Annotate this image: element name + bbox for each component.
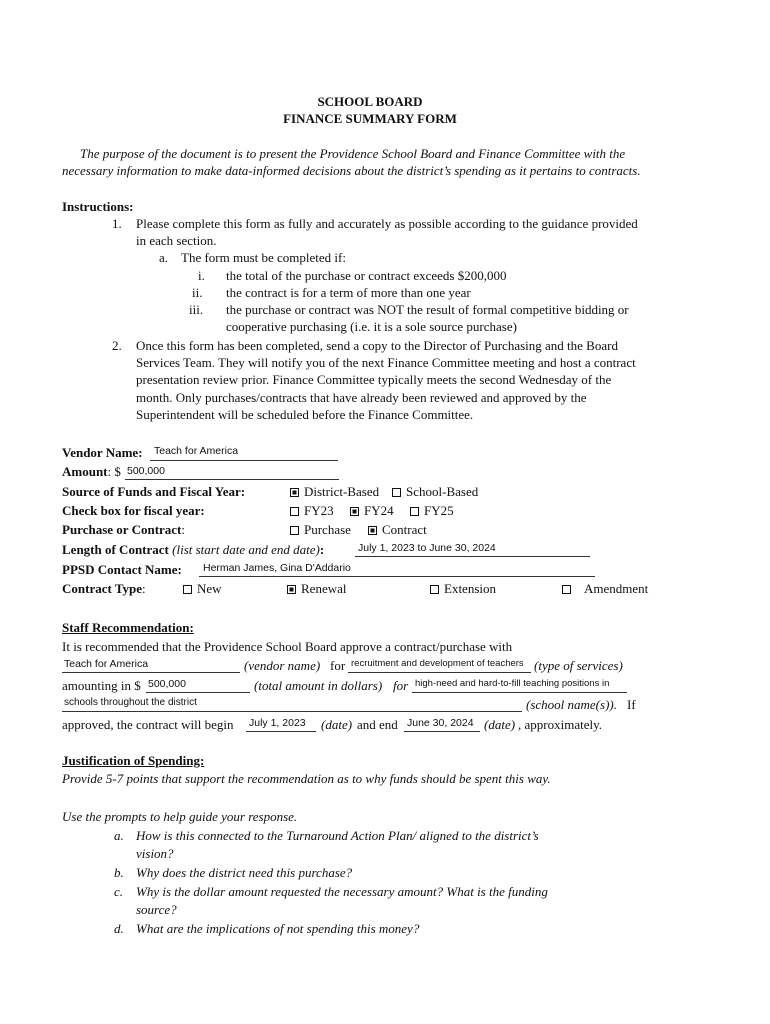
fiscal-year-label: Check box for fiscal year: (62, 503, 205, 518)
staff-amounting-prefix: amounting in $ (62, 678, 141, 693)
instruction-iii-line2: cooperative purchasing (i.e. it is a sole source purchase) (226, 319, 517, 334)
instruction-2-line3: presentation review prior. Finance Committee typically meets the second Wednesday of the (136, 372, 612, 387)
instruction-i-text: the total of the purchase or contract exceeds $200,000 (226, 268, 507, 283)
contract-option[interactable] (368, 522, 427, 538)
prompt-b-text: Why does the district need this purchase? (136, 865, 353, 880)
amount-field[interactable]: 500,000 (127, 465, 165, 477)
school-based-label: School-Based (406, 484, 479, 499)
fy25-checkbox[interactable] (410, 507, 419, 516)
contract-type-label: Contract Type (62, 581, 143, 596)
prompt-c-line2: source? (136, 902, 177, 917)
instruction-1a-letter: a. (159, 250, 169, 265)
instruction-ii-numeral: ii. (192, 285, 203, 300)
fy23-checkbox[interactable] (290, 507, 299, 516)
vendor-name-field[interactable]: Teach for America (154, 445, 239, 457)
length-of-contract-field[interactable]: July 1, 2023 to June 30, 2024 (358, 542, 496, 554)
fy24-option[interactable] (350, 503, 394, 519)
type-extension-label: Extension (444, 581, 496, 596)
prompt-c-line1: Why is the dollar amount requested the necessary amount? What is the funding (136, 884, 548, 899)
length-of-contract-underline (355, 556, 590, 557)
district-based-option[interactable] (290, 484, 379, 500)
instruction-1a-text: The form must be completed if: (181, 250, 346, 265)
staff-schools-field-line1[interactable]: high-need and hard-to-fill teaching positions in (415, 678, 610, 689)
staff-vendor-hint: (vendor name) (244, 658, 321, 673)
staff-approximately: , approximately. (518, 717, 602, 732)
ppsd-contact-field[interactable]: Herman James, Gina D'Addario (203, 562, 351, 574)
instruction-1-line2: in each section. (136, 233, 217, 248)
type-new-label: New (197, 581, 222, 596)
staff-service-hint: (type of services) (534, 658, 623, 673)
staff-approved-prefix: approved, the contract will begin (62, 717, 234, 732)
form-title-line2: FINANCE SUMMARY FORM (283, 111, 457, 126)
prompt-b-letter: b. (114, 865, 124, 880)
amount-colon-dollar: : $ (107, 464, 121, 479)
type-renewal-checkbox[interactable] (287, 585, 296, 594)
instructions-heading: Instructions: (62, 199, 134, 214)
instruction-2-line2: Services Team. They will notify you of the next Finance Committee meeting and host a contract (136, 355, 636, 370)
contract-checkbox[interactable] (368, 526, 377, 535)
type-extension-option[interactable] (430, 581, 496, 597)
vendor-name-underline (150, 460, 338, 461)
prompt-d-letter: d. (114, 921, 124, 936)
purchase-checkbox[interactable] (290, 526, 299, 535)
staff-schools-hint: (school name(s)). (526, 697, 617, 712)
justification-prompt-intro: Use the prompts to help guide your response. (62, 809, 298, 824)
contract-type-label-row (62, 581, 146, 597)
type-new-checkbox[interactable] (183, 585, 192, 594)
purchase-option[interactable] (290, 522, 351, 538)
instruction-i-numeral: i. (198, 268, 205, 283)
instruction-2-line5: Superintendent will be scheduled before the Finance Committee. (136, 407, 474, 422)
type-amendment-label: Amendment (584, 581, 649, 596)
staff-amount-hint: (total amount in dollars) (254, 678, 383, 693)
staff-begin-date-field[interactable]: July 1, 2023 (249, 717, 306, 729)
staff-amount-for: for (393, 678, 409, 693)
purpose-line1: The purpose of the document is to present the Providence School Board and Finance Committee with the (80, 146, 626, 161)
amount-underline (125, 479, 339, 480)
prompt-a-line1: How is this connected to the Turnaround Action Plan/ aligned to the district’s (136, 828, 539, 843)
length-of-contract-label-row (62, 542, 324, 558)
staff-begin-underline (246, 731, 316, 732)
staff-amount-field[interactable]: 500,000 (148, 678, 186, 690)
instruction-2-line4: month. Only purchases/contracts that have already been reviewed and approved by the (136, 390, 587, 405)
amount-label-row (62, 464, 121, 480)
form-title-line1: SCHOOL BOARD (317, 94, 423, 109)
fy23-label: FY23 (304, 503, 334, 518)
prompt-a-letter: a. (114, 828, 124, 843)
staff-recommendation-line1: It is recommended that the Providence School Board approve a contract/purchase with (62, 639, 513, 654)
staff-end-date-hint: (date) (484, 717, 516, 732)
staff-and-end: and end (357, 717, 398, 732)
staff-begin-date-hint: (date) (321, 717, 353, 732)
staff-end-date-field[interactable]: June 30, 2024 (407, 717, 474, 729)
purpose-line2: necessary information to make data-informed decisions about the district’s spending as it pertains to contracts. (62, 163, 641, 178)
ppsd-contact-label: PPSD Contact Name: (62, 562, 182, 577)
staff-amount-underline (146, 692, 250, 693)
purchase-contract-label: Purchase or Contract (62, 522, 182, 537)
prompt-c-letter: c. (114, 884, 124, 899)
staff-service-underline (348, 672, 531, 673)
staff-vendor-field[interactable]: Teach for America (64, 658, 149, 670)
staff-schools-underline-2 (62, 711, 522, 712)
staff-if-word: If (627, 697, 636, 712)
vendor-name-label: Vendor Name: (62, 445, 143, 460)
school-based-option[interactable] (392, 484, 478, 500)
instruction-1-number: 1. (112, 216, 122, 231)
instruction-ii-text: the contract is for a term of more than one year (226, 285, 471, 300)
fy25-label: FY25 (424, 503, 454, 518)
staff-service-field[interactable]: recruitment and development of teachers (351, 658, 524, 669)
instruction-2-number: 2. (112, 338, 122, 353)
type-amendment-option[interactable] (562, 581, 648, 597)
length-of-contract-colon: : (319, 542, 325, 557)
contract-type-colon: : (142, 581, 146, 596)
fy23-option[interactable] (290, 503, 334, 519)
length-of-contract-label: Length of Contract (62, 542, 169, 557)
staff-end-underline (404, 731, 480, 732)
purchase-contract-colon: : (181, 522, 186, 537)
instruction-iii-line1: the purchase or contract was NOT the result of formal competitive bidding or (226, 302, 629, 317)
school-based-checkbox[interactable] (392, 488, 401, 497)
purchase-label: Purchase (304, 522, 351, 537)
district-based-checkbox[interactable] (290, 488, 299, 497)
prompt-a-line2: vision? (136, 846, 174, 861)
staff-for-word: for (330, 658, 346, 673)
instruction-2-line1: Once this form has been completed, send a copy to the Director of Purchasing and the Board (136, 338, 618, 353)
justification-line1: Provide 5-7 points that support the recommendation as to why funds should be spent this way. (62, 771, 551, 786)
type-renewal-label: Renewal (301, 581, 347, 596)
type-renewal-option[interactable] (287, 581, 346, 597)
purchase-contract-label-row (62, 522, 185, 538)
source-of-funds-label: Source of Funds and Fiscal Year: (62, 484, 246, 499)
fy24-label: FY24 (364, 503, 394, 518)
ppsd-contact-underline (199, 576, 595, 577)
type-new-option[interactable] (183, 581, 222, 597)
type-extension-checkbox[interactable] (430, 585, 439, 594)
instruction-iii-numeral: iii. (189, 302, 204, 317)
length-of-contract-hint: (list start date and end date) (168, 542, 320, 557)
staff-vendor-underline (62, 672, 240, 673)
district-based-label: District-Based (304, 484, 380, 499)
staff-schools-underline-1 (412, 692, 627, 693)
contract-label: Contract (382, 522, 427, 537)
fy24-checkbox[interactable] (350, 507, 359, 516)
staff-recommendation-heading: Staff Recommendation: (62, 620, 194, 635)
prompt-d-text: What are the implications of not spending this money? (136, 921, 420, 936)
fy25-option[interactable] (410, 503, 454, 519)
type-amendment-checkbox[interactable] (562, 585, 571, 594)
instruction-1-line1: Please complete this form as fully and accurately as possible according to the guidance provided (136, 216, 638, 231)
amount-label: Amount (62, 464, 108, 479)
justification-heading: Justification of Spending: (62, 753, 205, 768)
staff-schools-field-line2[interactable]: schools throughout the district (64, 697, 197, 708)
